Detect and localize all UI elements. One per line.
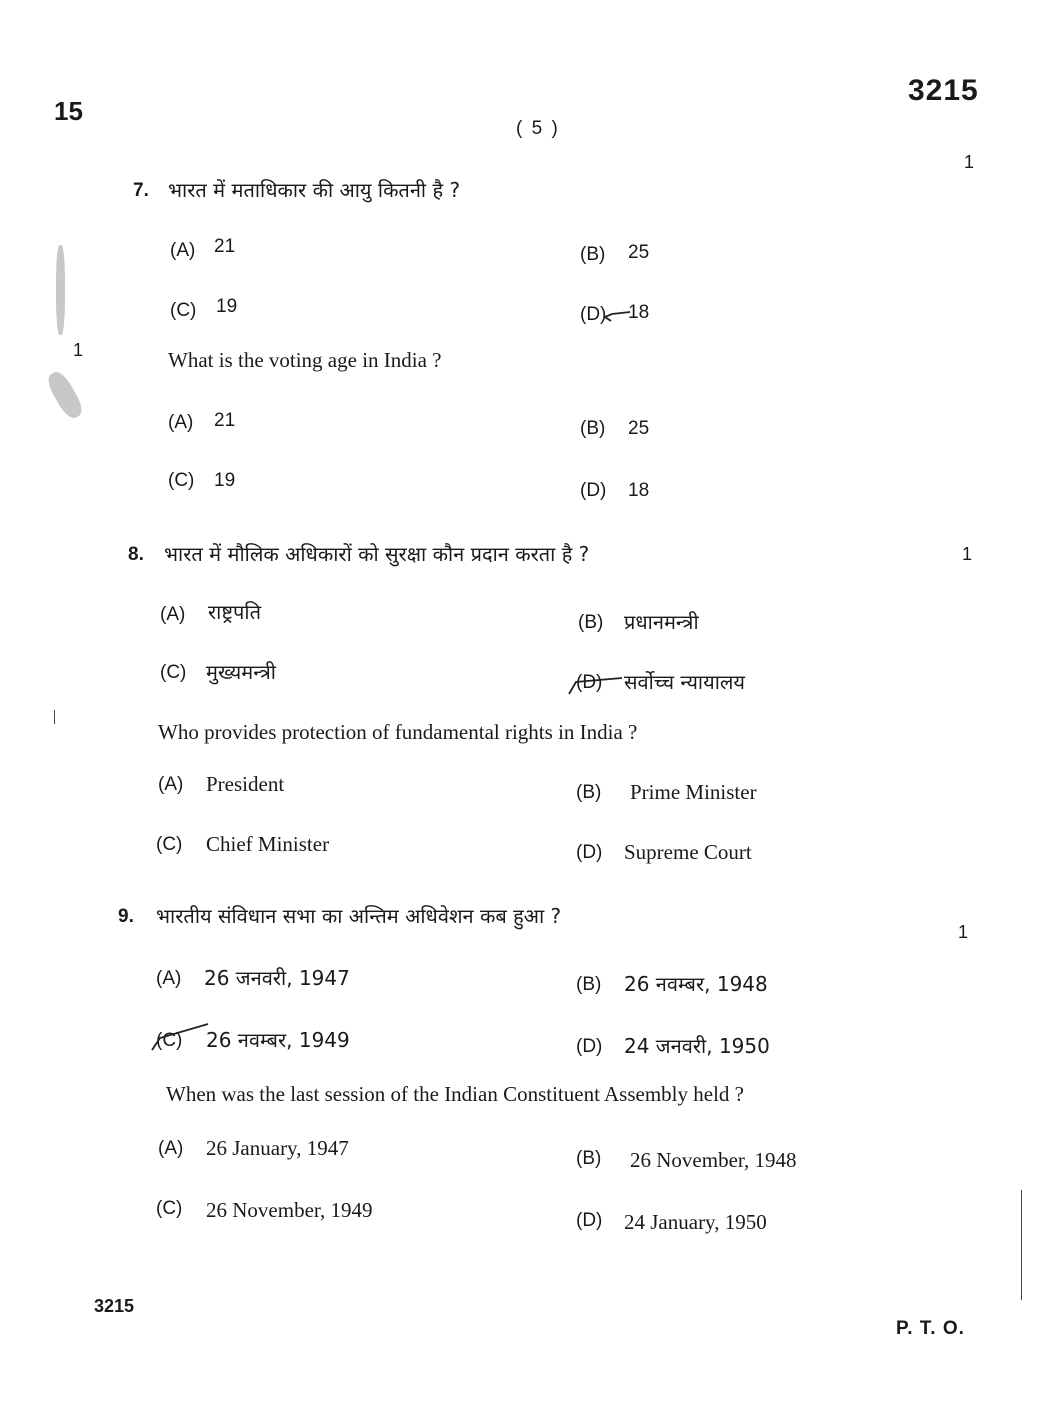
- option-text: 26 नवम्बर, 1949: [206, 1028, 350, 1052]
- option-text: 21: [214, 236, 236, 257]
- option-text: 21: [214, 410, 236, 431]
- option-label: (D): [576, 1036, 603, 1057]
- option-label: (C): [156, 1030, 183, 1051]
- margin-line: [54, 710, 55, 724]
- paper-code-top: 3215: [908, 74, 979, 107]
- option-text: 18: [628, 480, 650, 501]
- option-text: 26 जनवरी, 1947: [204, 966, 350, 990]
- question-text-hindi: भारत में मौलिक अधिकारों को सुरक्षा कौन प्रदान करता है ?: [164, 542, 590, 566]
- option-text: राष्ट्रपति: [208, 600, 261, 624]
- question-number: 8.: [128, 544, 144, 565]
- option-label: (D): [576, 672, 603, 693]
- option-label: (B): [576, 974, 602, 995]
- scan-smudge: [44, 368, 86, 421]
- option-label: (C): [170, 300, 197, 321]
- option-text: 26 नवम्बर, 1948: [624, 972, 768, 996]
- option-text: Supreme Court: [624, 840, 752, 864]
- question-text-hindi: भारत में मताधिकार की आयु कितनी है ?: [168, 178, 461, 202]
- option-label: (B): [578, 612, 604, 633]
- option-label: (D): [576, 1210, 603, 1231]
- option-text: Prime Minister: [630, 780, 757, 804]
- option-label: (A): [168, 412, 194, 433]
- scan-smudge: [56, 245, 65, 335]
- question-text-english: Who provides protection of fundamental rights in India ?: [158, 720, 638, 744]
- option-text: 25: [628, 418, 650, 439]
- option-label: (B): [580, 418, 606, 439]
- option-text: 19: [216, 296, 238, 317]
- question-number: 9.: [118, 906, 134, 927]
- option-text: मुख्यमन्त्री: [206, 660, 276, 684]
- question-text-english: When was the last session of the Indian Constituent Assembly held ?: [166, 1082, 744, 1106]
- option-text: प्रधानमन्त्री: [624, 610, 699, 634]
- question-marks: 1: [962, 544, 973, 564]
- option-label: (C): [156, 1198, 183, 1219]
- option-label: (B): [576, 782, 602, 803]
- option-label: (A): [170, 240, 196, 261]
- option-text: 25: [628, 242, 650, 263]
- option-text: 19: [214, 470, 236, 491]
- paper-code-bottom: 3215: [94, 1296, 135, 1316]
- option-text: Chief Minister: [206, 832, 330, 856]
- option-text: 26 January, 1947: [206, 1136, 349, 1160]
- option-label: (C): [168, 470, 195, 491]
- option-text: President: [206, 772, 285, 796]
- corner-mark: 15: [54, 96, 83, 126]
- option-label: (D): [580, 304, 607, 325]
- margin-line: [1021, 1190, 1022, 1300]
- question-number: 7.: [133, 180, 149, 201]
- answer-tick-mark: [602, 306, 632, 322]
- option-label: (D): [576, 842, 603, 863]
- margin-mark: 1: [73, 340, 84, 360]
- question-marks: 1: [958, 922, 969, 942]
- question-text-hindi: भारतीय संविधान सभा का अन्तिम अधिवेशन कब हुआ ?: [156, 904, 562, 928]
- option-label: (C): [156, 834, 183, 855]
- option-text: 26 November, 1949: [206, 1198, 373, 1222]
- option-text: 24 January, 1950: [624, 1210, 767, 1234]
- question-text-english: What is the voting age in India ?: [168, 348, 442, 372]
- option-label: (A): [158, 774, 184, 795]
- option-label: (A): [158, 1138, 184, 1159]
- question-marks: 1: [964, 152, 975, 172]
- option-label: (D): [580, 480, 607, 501]
- option-label: (B): [580, 244, 606, 265]
- option-label: (C): [160, 662, 187, 683]
- answer-tick-mark: [566, 670, 626, 698]
- option-text: 24 जनवरी, 1950: [624, 1034, 770, 1058]
- option-text: सर्वोच्च न्यायालय: [624, 670, 746, 694]
- option-label: (B): [576, 1148, 602, 1169]
- option-text: 26 November, 1948: [630, 1148, 797, 1172]
- option-label: (A): [160, 604, 186, 625]
- page-number: ( 5 ): [516, 118, 560, 139]
- answer-tick-mark: [148, 1020, 212, 1054]
- pto-label: P. T. O.: [896, 1318, 965, 1339]
- option-label: (A): [156, 968, 182, 989]
- option-text: 18: [628, 302, 650, 323]
